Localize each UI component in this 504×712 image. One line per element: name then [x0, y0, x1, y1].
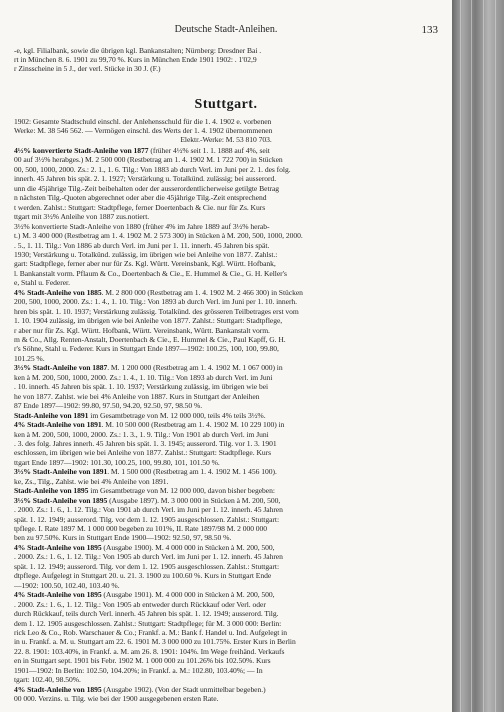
text-line: ttgart mit 3½% Anleihe von 1887 zus.notiert.: [14, 212, 150, 222]
text-line: r Zinsscheine in 5 J., der verl. Stücke in 30 J. (F.): [14, 64, 161, 73]
text-line: dem 1. 12. 1905 ausgeschlossen. Zahlst.: Stuttgart: Stadtpflege; für M. 3 000 000: Berlin:: [14, 618, 282, 628]
running-head: [0, 24, 452, 38]
text-line: t.) M. 3 400 000 (Restbetrag am 1. 4. 1902 M. 2 573 300) in Stücken à M. 200, 500, 1000, 2000.: [14, 231, 303, 241]
text-line: spät. 1. 12. 1949; ausserord. Tilg. vor dem 1. 12. 1905 ausgeschlossen. Zahlst.: Stuttgart:: [14, 514, 280, 524]
text-line: 4% Stadt-Anleihe von 1895 (Ausgabe 1902). (Von der Stadt unmittelbar begeben.): [14, 684, 266, 694]
text-line: innerh. 45 Jahren bis spät. 2. 1. 1927; Verstärkung u. Totalkünd. zulässig; bei ausserord.: [14, 174, 277, 184]
text-line: l. Bankanstalt vorm. Pflaum & Co., Doertenbach & Cie., E. Hummel & Cie., G. H. Keller's: [14, 268, 287, 278]
text-line: 4% Stadt-Anleihe von 1891. M. 10 500 000 (Restbetrag am 1. 4. 1902 M. 10 229 100) in: [14, 420, 285, 430]
text-line: 00, 500, 1000, 2000. Zs.: 2. 1., 1. 6. Tilg.: Von 1883 ab durch Verl. im Juni per 2. 1. des folg.: [14, 164, 291, 174]
text-line: 3½% konvertierte Stadt-Anleihe von 1880 (früher 4% im Jahre 1889 auf 3½% herab-: [14, 221, 270, 231]
text-line: Stadt-Anleihe von 1895 im Gesamtbetrage von M. 12 000 000, davon bisher begeben:: [14, 486, 275, 496]
text-line: 00 000. Verzins. u. Tilg. wie bei der 1900 ausgegebenen ersten Rate.: [14, 694, 219, 704]
text-line: ken à M. 200, 500, 1000, 2000. Zs.: 1. 3., 1. 9. Tilg.: Von 1901 ab durch Verl. im Juni: [14, 429, 269, 439]
text-line: ke, Zs., Tilg., Zahlst. wie bei 4% Anleihe von 1891.: [14, 476, 169, 486]
text-line: eschlossen, im übrigen wie bei Anleihe von 1877. Zahlst.: Stuttgart: Stadtpflege. Kurs: [14, 448, 272, 458]
text-line: tgart: 102.40, 98.50%.: [14, 675, 81, 685]
text-line: ken à M. 200, 500, 1000, 2000. Zs.: 1. 4., 1. 10. Tilg.: Von 1893 ab durch Verl. im Juni: [14, 372, 273, 382]
text-line: e, Stahl u. Federer.: [14, 278, 70, 288]
text-line: —1902: 100.50, 102.40, 103.40 %.: [14, 580, 120, 590]
text-line: 4% Stadt-Anleihe von 1895 (Ausgabe 1901). M. 4 000 000 in Stücken à M. 200, 500,: [14, 590, 275, 600]
text-line: rt in München 8. 6. 1901 zu 99,70 %. Kurs in München Ende 1901 1902: . 1'02,9: [14, 55, 257, 64]
page-number: 133: [421, 24, 438, 36]
text-line: . 2000. Zs.: 1. 6., 1. 12. Tilg.: Von 1905 ab durch Verl. im Juni per 1. 12. innerh. 45 Jahren: [14, 552, 283, 562]
text-line: gart: Stadtpflege, ferner aber nur für Zs. Kgl. Württ. Vereinsbank, Kgl. Württ. Hofbank,: [14, 259, 276, 269]
text-line: Elektr.-Werke: M. 53 810 703.: [180, 135, 272, 144]
text-line: 1901—1902: In Berlin: 102.50, 104.20%; in Frankf. a. M.: 102.80, 103.40%; — In: [14, 665, 263, 675]
text-line: 4% Stadt-Anleihe von 1895 (Ausgabe 1900). M. 4 000 000 in Stücken à M. 200, 500,: [14, 542, 275, 552]
text-line: ben zu 97.50%. Kurs in Stuttgart Ende 1900—1902: 92.50, 97, 98.50 %.: [14, 533, 232, 543]
text-line: 4½% konvertierte Stadt-Anleihe von 1877 (früher 4½% seit 1. 1. 1888 auf 4%, seit: [14, 146, 270, 155]
text-line: 1930; Verstärkung u. Totalkünd. zulässig, im übrigen wie bei Anleihe von 1877. Zahlst.:: [14, 249, 278, 259]
text-line: . 3. des folg. Jahres innerh. 45 Jahren bis spät. 1. 3. 1945; ausserord. Tilg. vor 1. 3. 1901: [14, 438, 277, 448]
book-gutter: [452, 0, 504, 712]
text-line: n nächsten Tilg.-Quoten abgerechnet oder aber die 45jährige Tilg.-Zeit entsprechend: [14, 193, 267, 203]
text-line: 101.25 %.: [14, 353, 45, 363]
text-line: unn die 45jährige Tilg.-Zeit beibehalten oder der ausserordentlicherweise getilgte Betrag: [14, 183, 280, 193]
text-line: 4% Stadt-Anleihe von 1885. M. 2 800 000 (Restbetrag am 1. 4. 1902 M. 2 466 300) in Stücken: [14, 287, 303, 297]
text-line: . 2000. Zs.: 1. 6., 1. 12. Tilg.: Von 1901 ab durch Verl. im Juni per 1. 12. innerh. 45 Jahren: [14, 505, 283, 515]
text-line: 1902: Gesamte Stadtschuld einschl. der Anlehensschuld für die 1. 4. 1902 e. vorbenen: [14, 117, 272, 126]
text-line: 00 auf 3½% herabges.) M. 2 500 000 (Restbetrag am 1. 4. 1902 M. 1 722 700) in Stücken: [14, 155, 283, 165]
text-line: Stadt-Anleihe von 1891 im Gesamtbetrage von M. 12 000 000, teils 4% teils 3½%.: [14, 410, 266, 420]
section-heading: Stuttgart.: [194, 97, 258, 112]
text-line: 3½% Stadt-Anleihe von 1887. M. 1 200 000 (Restbetrag am 1. 4. 1902 M. 1 067 000) in: [14, 363, 283, 373]
text-line: . 10. innerh. 45 Jahren bis spät. 1. 10. 1937; Verstärkung zulässig, im übrigen wie bei: [14, 382, 269, 392]
text-line: 1. 10. 1904 zulässig, im übrigen wie bei Anleihe von 1877. Zahlst.: Stuttgart: Stadtpflege,: [14, 316, 283, 326]
text-line: ttgart Ende 1897—1902: 101.30, 100.25, 100, 99.80, 101, 101.50 %.: [14, 457, 220, 467]
text-line: r aber nur für Zs. Kgl. Württ. Hofbank, Württ. Vereinsbank, Württ. Bankanstalt vorm.: [14, 325, 270, 335]
text-line: Werke: M. 38 546 562. — Vermögen einschl. des Werts der 1. 4. 1902 übernommenen: [14, 126, 273, 135]
text-line: hren bis spät. 1. 10. 1937; Verstärkung zulässig. Totalkünd. des grösseren Teilbetrages erst vom: [14, 306, 299, 316]
text-line: 22. 8. 1901: 103.40%, in Frankf. a. M. am 26. 8. 1901: 104%. Im Wege freihänd. Verkaufs: [14, 646, 285, 656]
text-line: tpflege. I. Rate 1897 M. 1 000 000 begeben zu 101%, II. Rate 1897/98 M. 2 000 000: [14, 524, 268, 533]
text-line: 3½% Stadt-Anleihe von 1891. M. 1 500 000 (Restbetrag am 1. 4. 1902 M. 1 456 100).: [14, 467, 277, 477]
text-line: durch Rückkauf, teils durch Verl. innerh. 45 Jahren bis spät. 1. 12. 1949; ausserord. Tilg.: [14, 609, 279, 619]
text-line: r's Söhne, Stahl u. Federer. Kurs in Stuttgart Ende 1897—1902: 100.25, 100, 100, 99.80,: [14, 344, 279, 354]
text-line: m & Co., Allg. Renten-Anstalt, Doertenbach & Cie., E. Hummel & Cie., Paul Kapff, G. H.: [14, 335, 286, 344]
text-line: -e, kgl. Filialbank, sowie die übrigen kgl. Bankanstalten; Nürnberg: Dresdner Bai .: [14, 46, 262, 55]
running-head-title: Deutsche Stadt-Anleihen.: [174, 24, 278, 35]
text-line: spät. 1. 12. 1949; ausserord. Tilg. vor dem 1. 12. 1905 ausgeschlossen. Zahlst.: Stuttgart:: [14, 561, 280, 571]
text-line: he von 1877. Zahlst. wie bei 4% Anleihe von 1887. Kurs in Stuttgart der Anleihen: [14, 391, 260, 401]
text-line: en in Stuttgart sept. 1901 bis Febr. 1902 M. 1 000 000 zu 101.26% bis 102.50%. Kurs: [14, 656, 271, 666]
text-line: . 5., 1. 11. Tilg.: Von 1886 ab durch Verl. im Juni per 1. 11. innerh. 45 Jahren bis spät.: [14, 240, 270, 250]
text-line: 87 Ende 1897—1902: 99.80, 97.50, 94.20, 92.50, 97, 98.50 %.: [14, 401, 203, 411]
text-line: rick Leo & Co., Rob. Warschauer & Co.; Frankf. a. M.: Bank f. Handel u. Ind. Aufgelegt in: [14, 627, 287, 637]
text-line: . 2000. Zs.: 1. 6., 1. 12. Tilg.: Von 1905 ab entweder durch Rückkauf oder Verl. oder: [14, 599, 266, 609]
text-line: 200, 500, 1000, 2000. Zs.: 1. 4., 1. 10. Tilg.: Von 1893 ab durch Verl. im Juni per 1. 10. innerh.: [14, 297, 298, 307]
text-line: dtpflege. Aufgelegt in Stuttgart 20. u. 21. 3. 1900 zu 100.60 %. Kurs in Stuttgart Ende: [14, 571, 272, 581]
text-line: t werden. Zahlst.: Stuttgart: Stadtpflege, ferner Doertenbach & Cie. nur für Zs. Kurs: [14, 202, 266, 212]
text-line: in u. Frankf. a. M. u. Stuttgart am 22. 6. 1901 M. 3 000 000 zu 101.75%. Erster Kurs in Berlin: [14, 637, 296, 647]
text-line: 3½% Stadt-Anleihe von 1895 (Ausgabe 1897). M. 3 000 000 in Stücken à M. 200, 500,: [14, 495, 281, 505]
